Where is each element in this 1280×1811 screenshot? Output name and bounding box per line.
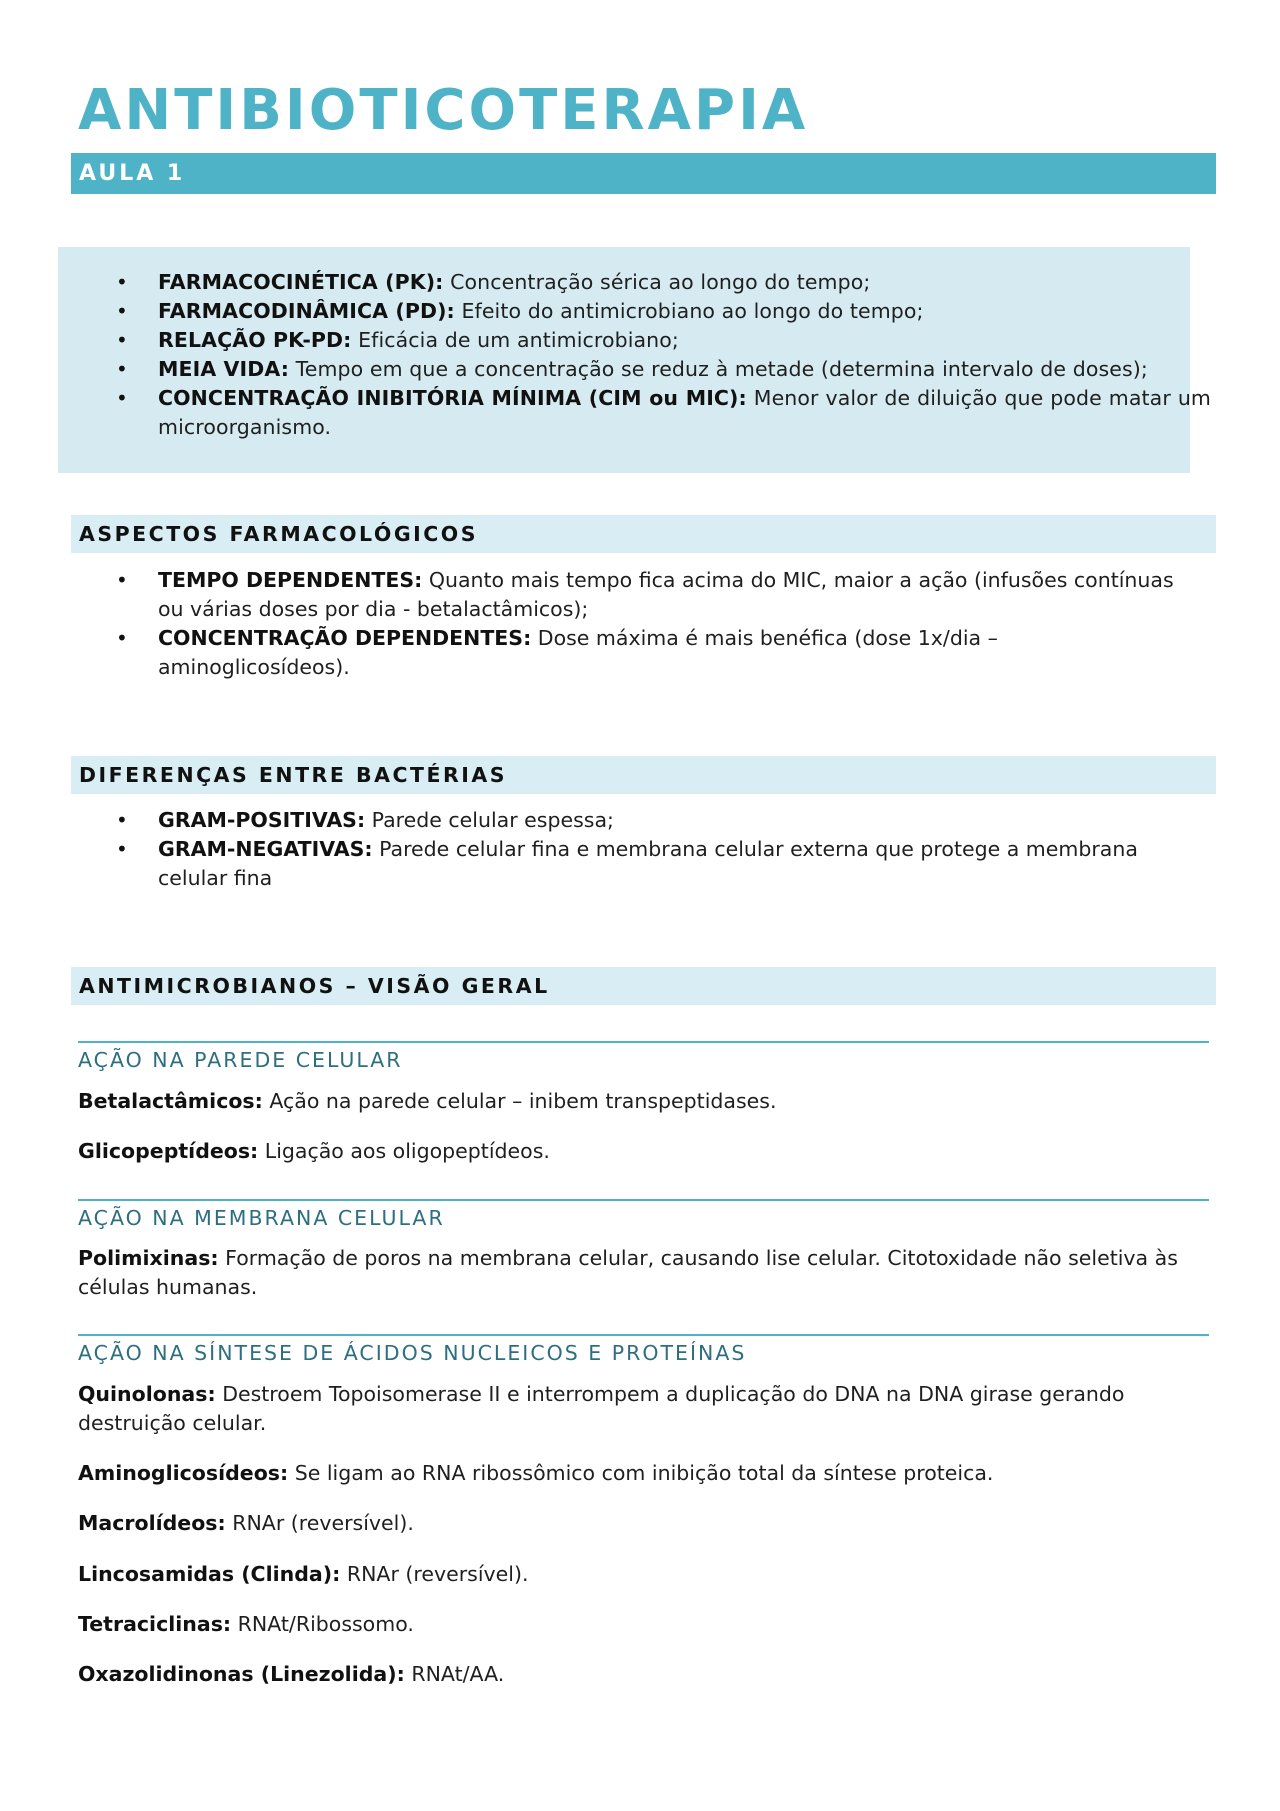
entry-term: Quinolonas: — [78, 1382, 216, 1406]
item-desc: Quanto mais tempo fica acima do MIC, maior a ação (infusões contínuas ou várias doses por dia - betalactâmicos); — [158, 568, 1174, 621]
drug-entry — [78, 1380, 1208, 1438]
subsection-heading-wall: AÇÃO NA PAREDE CELULAR — [78, 1048, 403, 1072]
list-item — [80, 384, 1211, 442]
lesson-bar: AULA 1 — [71, 153, 1216, 194]
entry-desc: Ligação aos oligopeptídeos. — [258, 1139, 550, 1163]
item-term: MEIA VIDA: — [158, 357, 289, 381]
entry-desc: Destroem Topoisomerase II e interrompem a duplicação do DNA na DNA girase gerando destruição celular. — [78, 1382, 1125, 1435]
item-term: CONCENTRAÇÃO INIBITÓRIA MÍNIMA (CIM ou MIC): — [158, 386, 747, 410]
entry-desc: RNAt/AA. — [404, 1662, 505, 1686]
section-heading-bacteria: DIFERENÇAS ENTRE BACTÉRIAS — [71, 756, 1216, 794]
list-item — [80, 268, 1212, 297]
list-item — [80, 297, 1212, 326]
entry-term: Aminoglicosídeos: — [78, 1461, 289, 1485]
intro-list — [80, 268, 1212, 442]
item-desc: Dose máxima é mais benéfica (dose 1x/dia – aminoglicosídeos). — [158, 626, 998, 679]
divider — [78, 1199, 1209, 1201]
drug-entry — [78, 1244, 1208, 1302]
item-desc: Parede celular fina e membrana celular externa que protege a membrana celular fina — [158, 837, 1138, 890]
divider — [78, 1041, 1209, 1043]
entry-term: Oxazolidinonas (Linezolida): — [78, 1662, 405, 1686]
subsection-heading-membrane: AÇÃO NA MEMBRANA CELULAR — [78, 1206, 445, 1230]
entry-desc: Formação de poros na membrana celular, causando lise celular. Citotoxidade não seletiva às células humanas. — [78, 1246, 1178, 1299]
item-desc: Tempo em que a concentração se reduz à metade (determina intervalo de doses); — [289, 357, 1148, 381]
item-desc: Parede celular espessa; — [365, 808, 614, 832]
drug-entry — [78, 1660, 1208, 1689]
drug-entry — [78, 1137, 1208, 1166]
item-term: GRAM-NEGATIVAS: — [158, 837, 373, 861]
drug-entry — [78, 1459, 1208, 1488]
entry-term: Macrolídeos: — [78, 1511, 226, 1535]
entry-term: Polimixinas: — [78, 1246, 219, 1270]
section-heading-overview: ANTIMICROBIANOS – VISÃO GERAL — [71, 967, 1216, 1005]
item-desc: Concentração sérica ao longo do tempo; — [443, 270, 871, 294]
entry-term: Glicopeptídeos: — [78, 1139, 259, 1163]
entry-term: Betalactâmicos: — [78, 1089, 263, 1113]
entry-term: Lincosamidas (Clinda): — [78, 1562, 341, 1586]
bacteria-list — [80, 806, 1210, 893]
entry-desc: RNAt/Ribossomo. — [231, 1612, 414, 1636]
item-desc: Eficácia de um antimicrobiano; — [351, 328, 679, 352]
list-item — [80, 326, 1212, 355]
entry-term: Tetraciclinas: — [78, 1612, 232, 1636]
list-item — [80, 355, 1212, 384]
list-item — [80, 624, 1180, 682]
item-term: TEMPO DEPENDENTES: — [158, 568, 423, 592]
section-heading-pharmacology: ASPECTOS FARMACOLÓGICOS — [71, 515, 1216, 553]
divider — [78, 1334, 1209, 1336]
item-term: FARMACODINÂMICA (PD): — [158, 299, 455, 323]
entry-desc: RNAr (reversível). — [225, 1511, 414, 1535]
list-item — [80, 566, 1180, 624]
item-desc: Efeito do antimicrobiano ao longo do tempo; — [454, 299, 924, 323]
drug-entry — [78, 1509, 1208, 1538]
drug-entry — [78, 1560, 1208, 1589]
entry-desc: RNAr (reversível). — [340, 1562, 529, 1586]
item-desc: Menor valor de diluição que pode matar um microorganismo. — [158, 386, 1211, 439]
drug-entry — [78, 1087, 1208, 1116]
document-title: ANTIBIOTICOTERAPIA — [78, 78, 809, 143]
item-term: RELAÇÃO PK-PD: — [158, 328, 352, 352]
entry-desc: Ação na parede celular – inibem transpeptidases. — [262, 1089, 777, 1113]
drug-entry — [78, 1610, 1208, 1639]
item-term: GRAM-POSITIVAS: — [158, 808, 366, 832]
subsection-heading-synthesis: AÇÃO NA SÍNTESE DE ÁCIDOS NUCLEICOS E PROTEÍNAS — [78, 1341, 747, 1365]
list-item — [80, 806, 1210, 835]
list-item — [80, 835, 1210, 893]
item-term: FARMACOCINÉTICA (PK): — [158, 270, 444, 294]
entry-desc: Se ligam ao RNA ribossômico com inibição total da síntese proteica. — [288, 1461, 994, 1485]
pharmacology-list — [80, 566, 1180, 682]
item-term: CONCENTRAÇÃO DEPENDENTES: — [158, 626, 532, 650]
